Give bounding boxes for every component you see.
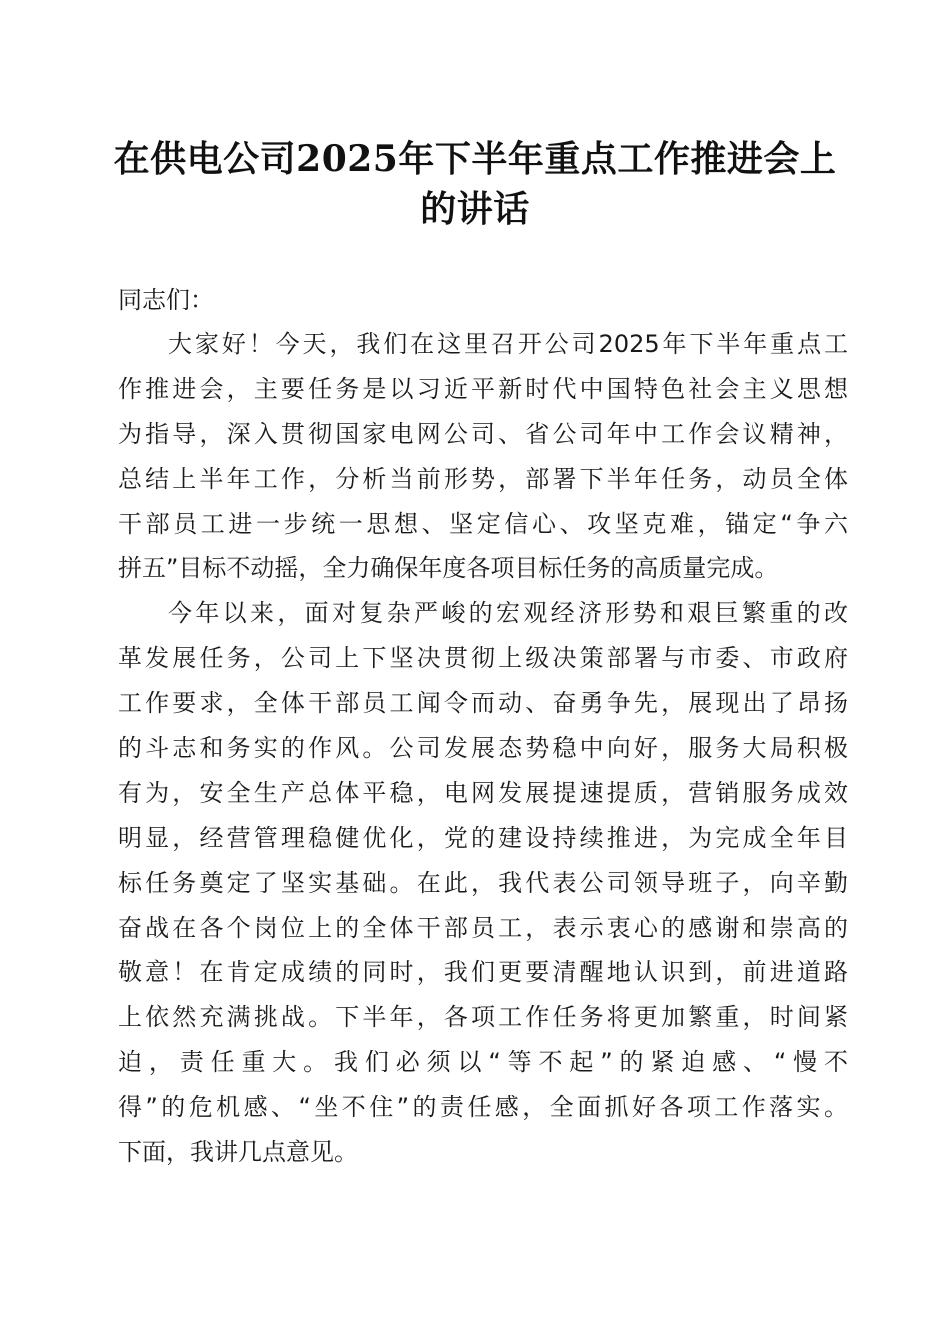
- title-line: 在供电公司2025年下半年重点工作推进会上: [113, 138, 837, 180]
- text-line: 下面，我讲几点意见。: [118, 1138, 358, 1167]
- text-line: 敬意！在肯定成绩的同时，我们更要清醒地认识到，前进道路: [118, 958, 848, 987]
- text-line: 奋战在各个岗位上的全体干部员工，表示衷心的感谢和崇高的: [118, 913, 848, 942]
- text-line: 得”的危机感、“坐不住”的责任感，全面抓好各项工作落实。: [118, 1093, 848, 1122]
- text-line: 有为，安全生产总体平稳，电网发展提速提质，营销服务成效: [118, 778, 848, 807]
- speech-title: [110, 134, 840, 234]
- text-line: 总结上半年工作，分析当前形势，部署下半年任务，动员全体: [118, 464, 848, 493]
- text-line: 标任务奠定了坚实基础。在此，我代表公司领导班子，向辛勤: [118, 868, 848, 897]
- salutation: 同志们：: [118, 286, 214, 314]
- text-line: 的斗志和务实的作风。公司发展态势稳中向好，服务大局积极: [118, 734, 848, 763]
- text-line: 作推进会，主要任务是以习近平新时代中国特色社会主义思想: [118, 374, 848, 403]
- text-line: 工作要求，全体干部员工闻令而动、奋勇争先，展现出了昂扬: [118, 689, 848, 718]
- text-line: 干部员工进一步统一思想、坚定信心、攻坚克难，锚定“争六: [118, 509, 848, 538]
- text-line: 今年以来，面对复杂严峻的宏观经济形势和艰巨繁重的改: [168, 599, 848, 628]
- paragraph-review: [118, 591, 848, 1175]
- text-line: 革发展任务，公司上下坚决贯彻上级决策部署与市委、市政府: [118, 644, 848, 673]
- text-line: 大家好！今天，我们在这里召开公司2025年下半年重点工: [168, 330, 848, 358]
- paragraph-opening: [118, 322, 848, 591]
- text-line: 明显，经营管理稳健优化，党的建设持续推进，为完成全年目: [118, 823, 848, 852]
- text-line: 拼五”目标不动摇，全力确保年度各项目标任务的高质量完成。: [118, 554, 779, 583]
- title-line: 的讲话: [420, 188, 530, 230]
- speech-body: [118, 278, 848, 1175]
- text-line: 为指导，深入贯彻国家电网公司、省公司年中工作会议精神，: [118, 419, 848, 448]
- text-line: 迫，责任重大。我们必须以“等不起”的紧迫感、“慢不: [118, 1048, 848, 1077]
- text-line: 上依然充满挑战。下半年，各项工作任务将更加繁重，时间紧: [118, 1003, 848, 1032]
